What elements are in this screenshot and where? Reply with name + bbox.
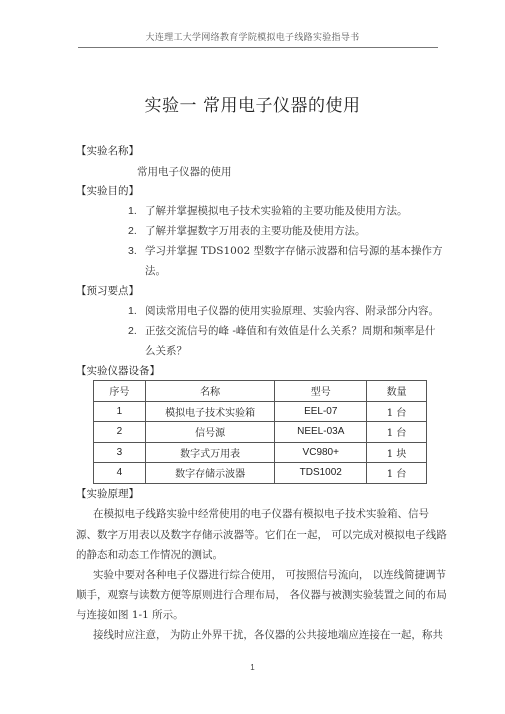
purpose-item-3	[128, 243, 443, 258]
table-row	[94, 442, 427, 463]
experiment-name-text: 常用电子仪器的使用	[137, 166, 232, 178]
column-header-index: 序号	[94, 381, 146, 402]
section-heading-equipment: 【实验仪器设备】	[76, 365, 160, 377]
cell-quantity: 1 台	[367, 422, 427, 443]
cell-model: TDS1002	[275, 463, 367, 484]
principle-line-7: 接线时应注意， 为防止外界干扰，各仪器的公共接地端应连接在一起，称共	[93, 629, 443, 641]
table-row	[94, 422, 427, 443]
cell-index: 1	[94, 401, 146, 422]
section-heading-preview: 【预习要点】	[76, 285, 139, 297]
preview-item-2-text: 正弦交流信号的峰 -峰值和有效值是什么关系？周期和频率是什	[145, 325, 436, 337]
equipment-table-header-row	[94, 381, 427, 402]
preview-item-2	[128, 323, 435, 338]
cell-quantity: 1 块	[367, 442, 427, 463]
principle-line-4: 实验中要对各种电子仪器进行综合使用， 可按照信号流向， 以连线简捷调节	[93, 569, 447, 581]
table-row	[94, 401, 427, 422]
cell-name: 数字式万用表	[145, 442, 275, 463]
purpose-item-1-text: 了解并掌握模拟电子技术实验箱的主要功能及使用方法。	[145, 205, 408, 217]
table-row	[94, 463, 427, 484]
purpose-item-2	[128, 223, 366, 238]
cell-quantity: 1 台	[367, 401, 427, 422]
purpose-item-1-number: 1.	[128, 205, 137, 217]
purpose-item-2-number: 2.	[128, 225, 137, 237]
preview-item-1	[128, 303, 439, 318]
column-header-model: 型号	[275, 381, 367, 402]
preview-item-1-number: 1.	[128, 305, 137, 317]
purpose-item-1	[128, 203, 408, 218]
principle-line-6: 与连接如图 1-1 所示。	[76, 609, 184, 621]
page-number: 1	[250, 663, 255, 672]
purpose-item-3-continuation: 法。	[145, 265, 166, 277]
cell-name: 数字存储示波器	[145, 463, 275, 484]
section-heading-experiment-purpose: 【实验目的】	[76, 185, 139, 197]
preview-item-1-text: 阅读常用电子仪器的使用实验原理、实验内容、附录部分内容。	[145, 305, 439, 317]
cell-quantity: 1 台	[367, 463, 427, 484]
purpose-item-3-text: 学习并掌握 TDS1002 型数字存储示波器和信号源的基本操作方	[145, 245, 443, 257]
cell-name: 模拟电子技术实验箱	[145, 401, 275, 422]
cell-model: VC980+	[275, 442, 367, 463]
principle-line-3: 的静态和动态工作情况的测试。	[76, 549, 223, 561]
purpose-item-3-number: 3.	[128, 245, 137, 257]
principle-line-1: 在模拟电子线路实验中经常使用的电子仪器有模拟电子技术实验箱、信号	[93, 508, 429, 520]
cell-index: 2	[94, 422, 146, 443]
cell-index: 3	[94, 442, 146, 463]
purpose-item-2-text: 了解并掌握数字万用表的主要功能及使用方法。	[145, 225, 366, 237]
section-heading-principle: 【实验原理】	[76, 488, 139, 500]
section-heading-experiment-name: 【实验名称】	[76, 145, 139, 157]
cell-model: NEEL-03A	[275, 422, 367, 443]
page-title: 实验一 常用电子仪器的使用	[144, 96, 361, 116]
cell-index: 4	[94, 463, 146, 484]
preview-item-2-continuation: 么关系？	[145, 345, 187, 357]
page-header: 大连理工大学网络教育学院模拟电子线路实验指导书	[145, 33, 360, 43]
principle-line-5: 顺手，观察与读数方便等原则进行合理布局， 各仪器与被测实验装置之间的布局	[76, 589, 447, 601]
equipment-table	[93, 380, 427, 484]
preview-item-2-number: 2.	[128, 325, 137, 337]
column-header-name: 名称	[145, 381, 275, 402]
cell-model: EEL-07	[275, 401, 367, 422]
header-divider	[78, 47, 438, 48]
column-header-quantity: 数量	[367, 381, 427, 402]
cell-name: 信号源	[145, 422, 275, 443]
principle-line-2: 源、数字万用表以及数字存储示波器等。它们在一起， 可以完成对模拟电子线路	[76, 529, 447, 541]
